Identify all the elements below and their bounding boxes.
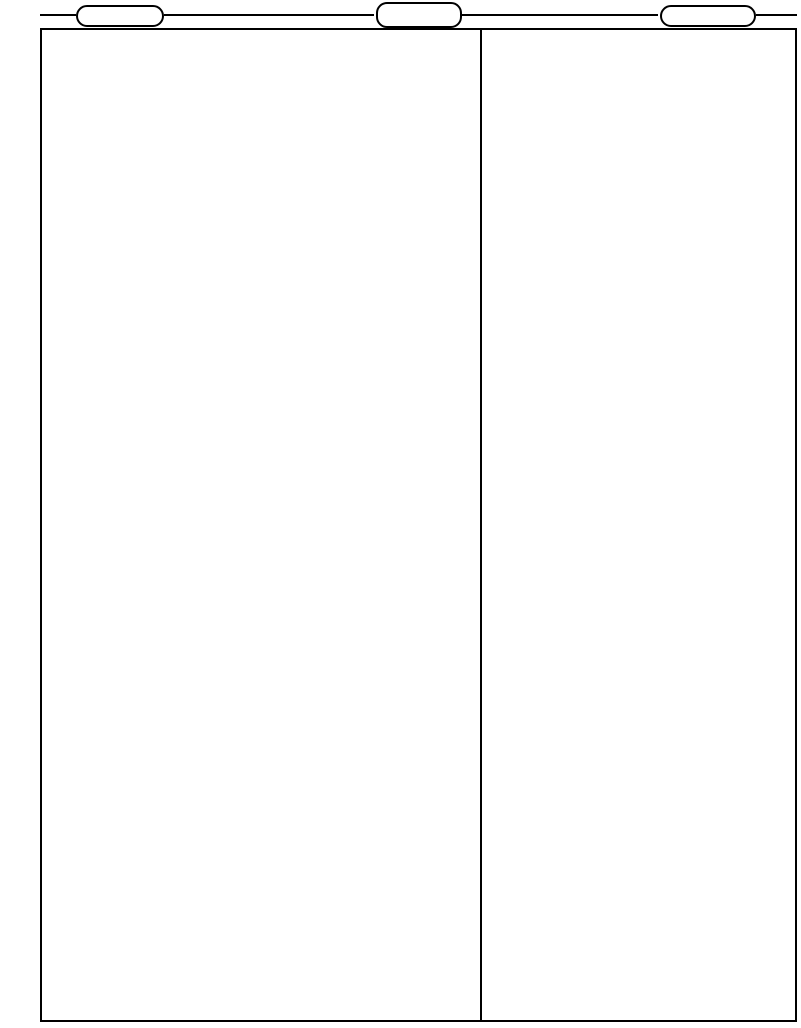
- mushaf-page: [40, 2, 797, 1020]
- header-rule: [164, 14, 374, 16]
- page-number: [376, 2, 462, 28]
- header-rule: [40, 14, 76, 16]
- juz-label: [76, 5, 164, 27]
- header-rule: [462, 14, 658, 16]
- page-header: [40, 2, 797, 28]
- surah-label: [660, 5, 756, 27]
- header-rule: [756, 14, 797, 16]
- column-divider: [480, 30, 482, 1020]
- verse-table: [40, 28, 797, 1022]
